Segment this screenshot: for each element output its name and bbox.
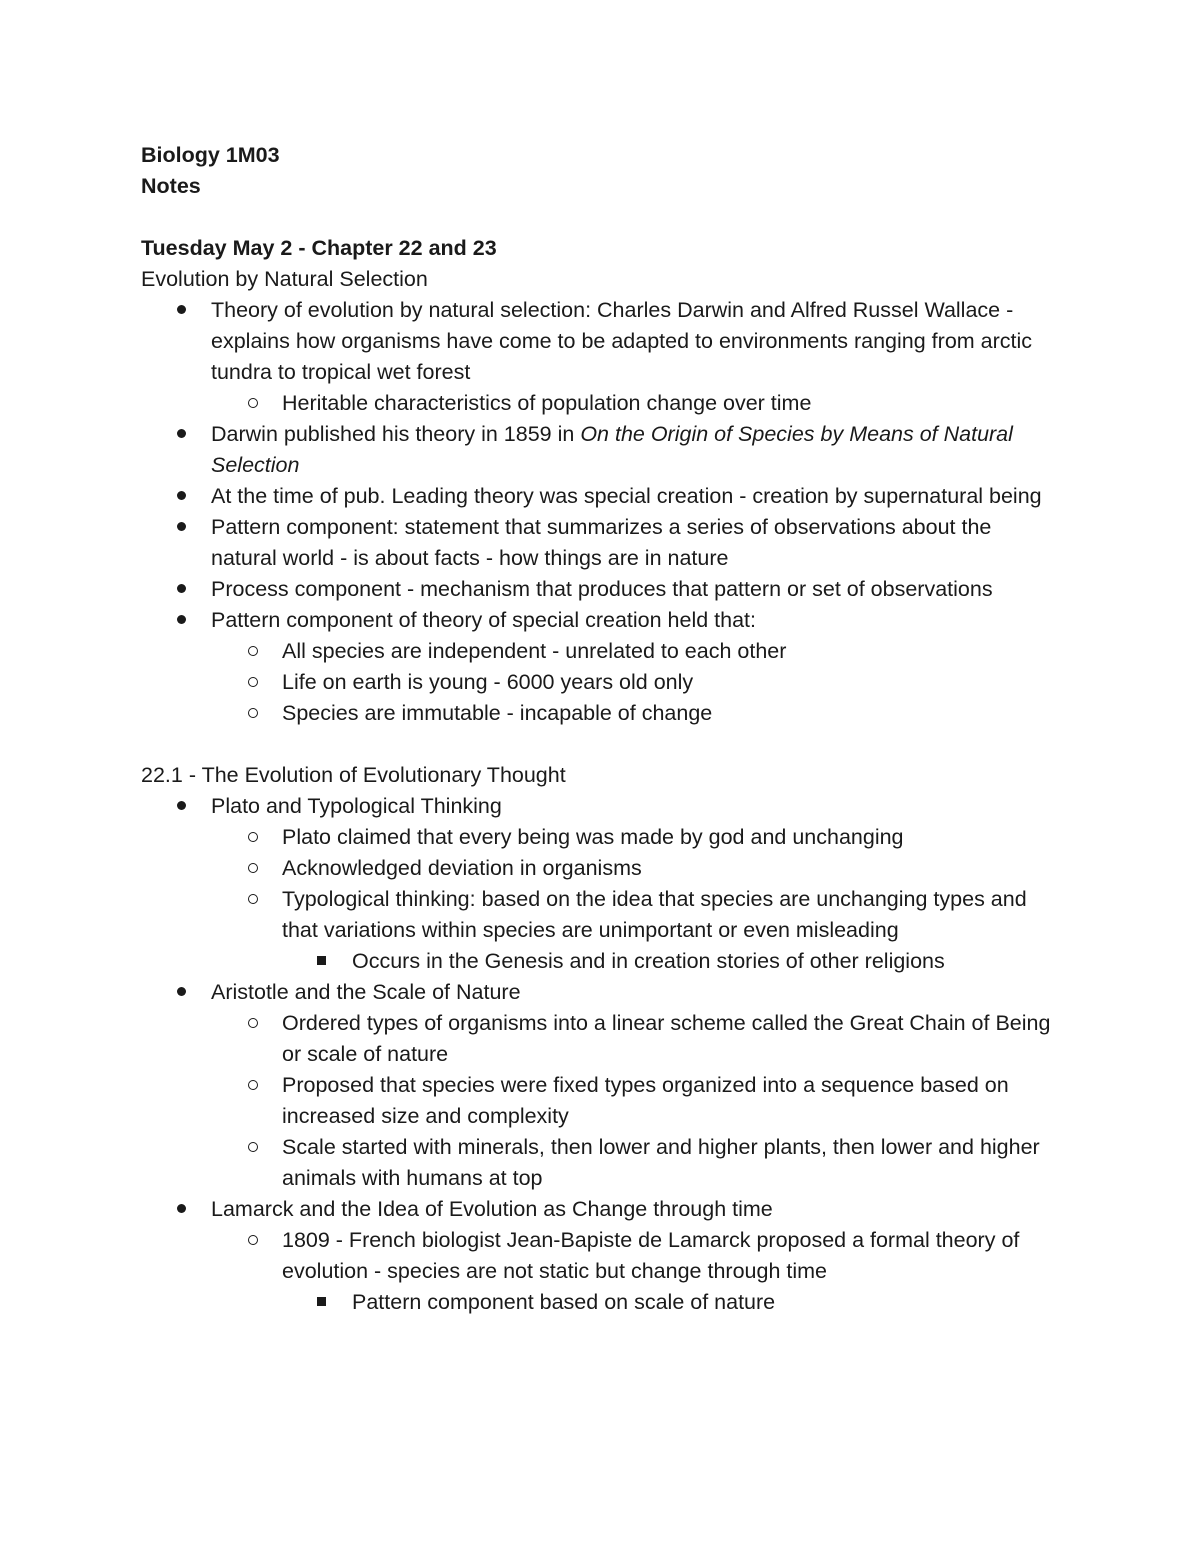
document-page [141,140,1081,1318]
bullet-circle-icon [248,884,258,915]
list-item-text: Process component - mechanism that produces that pattern or set of observations [211,577,993,601]
bullet-disc-icon [177,1194,186,1225]
bullet-disc-icon [177,977,186,1008]
bullet-circle-icon [248,667,258,698]
list-item-text: Acknowledged deviation in organisms [282,856,642,880]
list-item-text: Proposed that species were fixed types organized into a sequence based on increased size and complexity [282,1073,1009,1128]
list-item-text: Lamarck and the Idea of Evolution as Change through time [211,1197,773,1221]
list-item [141,1070,1062,1132]
bullet-square-icon [317,946,326,977]
list-item [141,574,1061,605]
bullet-disc-icon [177,481,186,512]
list-item [141,853,1062,884]
course-title: Biology 1M03 [141,143,280,167]
list-item [141,512,1061,574]
list-item [141,1132,1062,1194]
book-title: On the Origin of Species by Means of Natural Selection [211,422,1013,477]
list-item-text: Theory of evolution by natural selection: Charles Darwin and Alfred Russel Wallace - explains how organisms have come to be adapted to environments ranging from arctic tundra to tropical wet forest [211,298,1033,384]
bullet-disc-icon [177,512,186,543]
bullet-circle-icon [248,1070,258,1101]
blank-line [141,729,1081,760]
list-item [141,295,1061,388]
list-item-text: Darwin published his theory in 1859 in [211,422,581,446]
bullet-disc-icon [177,605,186,636]
list-item-text: Plato and Typological Thinking [211,794,502,818]
list-item [141,388,1062,419]
bullet-circle-icon [248,822,258,853]
list-item-text: Plato claimed that every being was made by god and unchanging [282,825,904,849]
bullet-circle-icon [248,388,258,419]
bullet-disc-icon [177,419,186,450]
list-item [141,698,1062,729]
list-item [141,822,1062,853]
list-item-text: 1809 - French biologist Jean-Bapiste de Lamarck proposed a formal theory of evolution - species are not static but change through time [282,1228,1020,1283]
list-item [141,636,1062,667]
list-item [141,481,1061,512]
bullet-disc-icon [177,295,186,326]
list-item [141,1225,1062,1287]
list-item [141,791,1061,822]
bullet-circle-icon [248,1225,258,1256]
list-item-text: Typological thinking: based on the idea that species are unchanging types and that variations within species are unimportant or even misleading [282,887,1027,942]
list-item-text: Aristotle and the Scale of Nature [211,980,521,1004]
list-item [141,605,1061,636]
list-item-text: Life on earth is young - 6000 years old only [282,670,694,694]
list-item [141,1287,1072,1318]
bullet-circle-icon [248,853,258,884]
list-item [141,667,1062,698]
list-item-text: Species are immutable - incapable of change [282,701,713,725]
list-item [141,946,1072,977]
list-item-text: Pattern component: statement that summarizes a series of observations about the natural world - is about facts - how things are in nature [211,515,992,570]
list-item [141,1008,1062,1070]
list-item-text: Pattern component of theory of special creation held that: [211,608,756,632]
list-item [141,884,1062,946]
notes-subtitle: Notes [141,174,201,198]
list-item [141,1194,1061,1225]
list-item-text: Pattern component based on scale of nature [352,1290,776,1314]
list-item-text: Ordered types of organisms into a linear scheme called the Great Chain of Being or scale of nature [282,1011,1051,1066]
bullet-circle-icon [248,1008,258,1039]
bullet-disc-icon [177,791,186,822]
list-item-text: All species are independent - unrelated to each other [282,639,787,663]
blank-line [141,202,1081,233]
list-item [141,419,1061,481]
bullet-circle-icon [248,698,258,729]
bullet-square-icon [317,1287,326,1318]
list-item-text: Occurs in the Genesis and in creation stories of other religions [352,949,945,973]
list-item-text: Scale started with minerals, then lower and higher plants, then lower and higher animals with humans at top [282,1135,1040,1190]
list-item-text: Heritable characteristics of population change over time [282,391,812,415]
list-item [141,977,1061,1008]
bullet-disc-icon [177,574,186,605]
topic-heading: Evolution by Natural Selection [141,267,428,291]
date-heading: Tuesday May 2 - Chapter 22 and 23 [141,236,497,260]
section-heading: 22.1 - The Evolution of Evolutionary Thought [141,763,566,787]
list-item-text: At the time of pub. Leading theory was special creation - creation by supernatural being [211,484,1042,508]
bullet-circle-icon [248,1132,258,1163]
bullet-circle-icon [248,636,258,667]
